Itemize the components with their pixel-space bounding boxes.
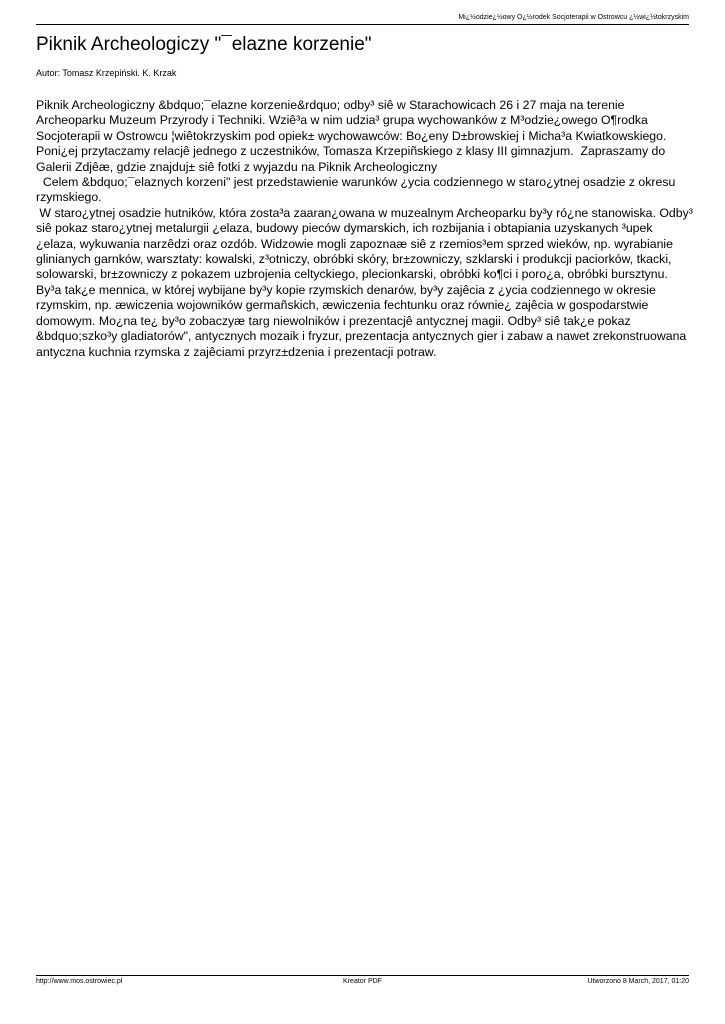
footer-created-date: Utworzono 8 March, 2017, 01:20 — [587, 978, 689, 985]
article-paragraph-goal: Celem &bdquo;¯elaznych korzeni" jest przedstawienie warunków ¿ycia codziennego w staro¿ytnej osadzie z okresu rzymskiego. — [36, 175, 679, 205]
page-footer — [36, 975, 689, 988]
header-text: Mi¿½odzie¿½owy O¿½rodek Socjoterapii w Ostrowcu ¿½wi¿½tokrzyskim — [458, 14, 689, 21]
article-paragraph-intro: Piknik Archeologiczny &bdquo;¯elazne korzenie&rdquo; odby³ siê w Starachowicach 26 i 27 maja na terenie Archeoparku Muzeum Przyrody i Techniki. Wziê³a w nim udzia³ grupa wychowanków z M³odzie¿owego O¶rodka Socjoterapii w Ostrowcu ¦wiêtokrzyskim pod opiek± wychowawców: Bo¿eny D±browskiej i Micha³a Kwiatkowskiego. Poni¿ej przytaczamy relacjê jednego z uczestników, Tomasza Krzepiñskiego z klasy III gimnazjum. Zapraszamy do Galerii Zdjêæ, gdzie znajduj± siê fotki z wyjazdu na Piknik Archeologiczny — [36, 98, 670, 174]
article-body — [36, 98, 696, 360]
article-author: Autor: Tomasz Krzepiński. K. Krzak — [36, 68, 177, 78]
footer-generator: Kreator PDF — [343, 978, 382, 985]
footer-url[interactable]: http://www.mos.ostrowiec.pl — [36, 978, 123, 985]
article-title: Piknik Archeologiczy "¯elazne korzenie" — [36, 34, 372, 55]
article-paragraph-details: W staro¿ytnej osadzie hutników, która zosta³a zaaran¿owana w muzealnym Archeoparku by³y ró¿ne stanowiska. Odby³ siê pokaz staro¿ytnej metalurgii ¿elaza, budowy pieców dymarskich, ich rozbijania i obtapiania uzyskanych ³upek ¿elaza, wykuwania narzêdzi oraz ozdób. Widzowie mogli zapoznaæ siê z rzemios³em sprzed wieków, np. wyrabianie glinianych garnków, warsztaty: kowalski, z³otniczy, obróbki skóry, br±zowniczy, szklarski i produkcji paciorków, tkacki, solowarski, br±zowniczy z pokazem uzbrojenia celtyckiego, plecionkarski, obróbki ko¶ci i poro¿a, obróbki bursztynu. By³a tak¿e mennica, w której wybijane by³y kopie rzymskich denarów, by³y zajêcia z ¿ycia codziennego w okresie rzymskim, np. æwiczenia wojowników germañskich, æwiczenia fechtunku oraz równie¿ zajêcia w gospodarstwie domowym. Mo¿na te¿ by³o zobaczyæ targ niewolników i prezentacjê antycznej magii. Odby³ siê tak¿e pokaz &bdquo;szko³y gladiatorów", antycznych mozaik i fryzur, prezentacja antycznych gier i zabaw a nawet zrekonstruowana antyczna kuchnia rzymska z zajêciami przyrz±dzenia i prezentacji potraw. — [36, 205, 697, 359]
page-header — [36, 14, 689, 25]
